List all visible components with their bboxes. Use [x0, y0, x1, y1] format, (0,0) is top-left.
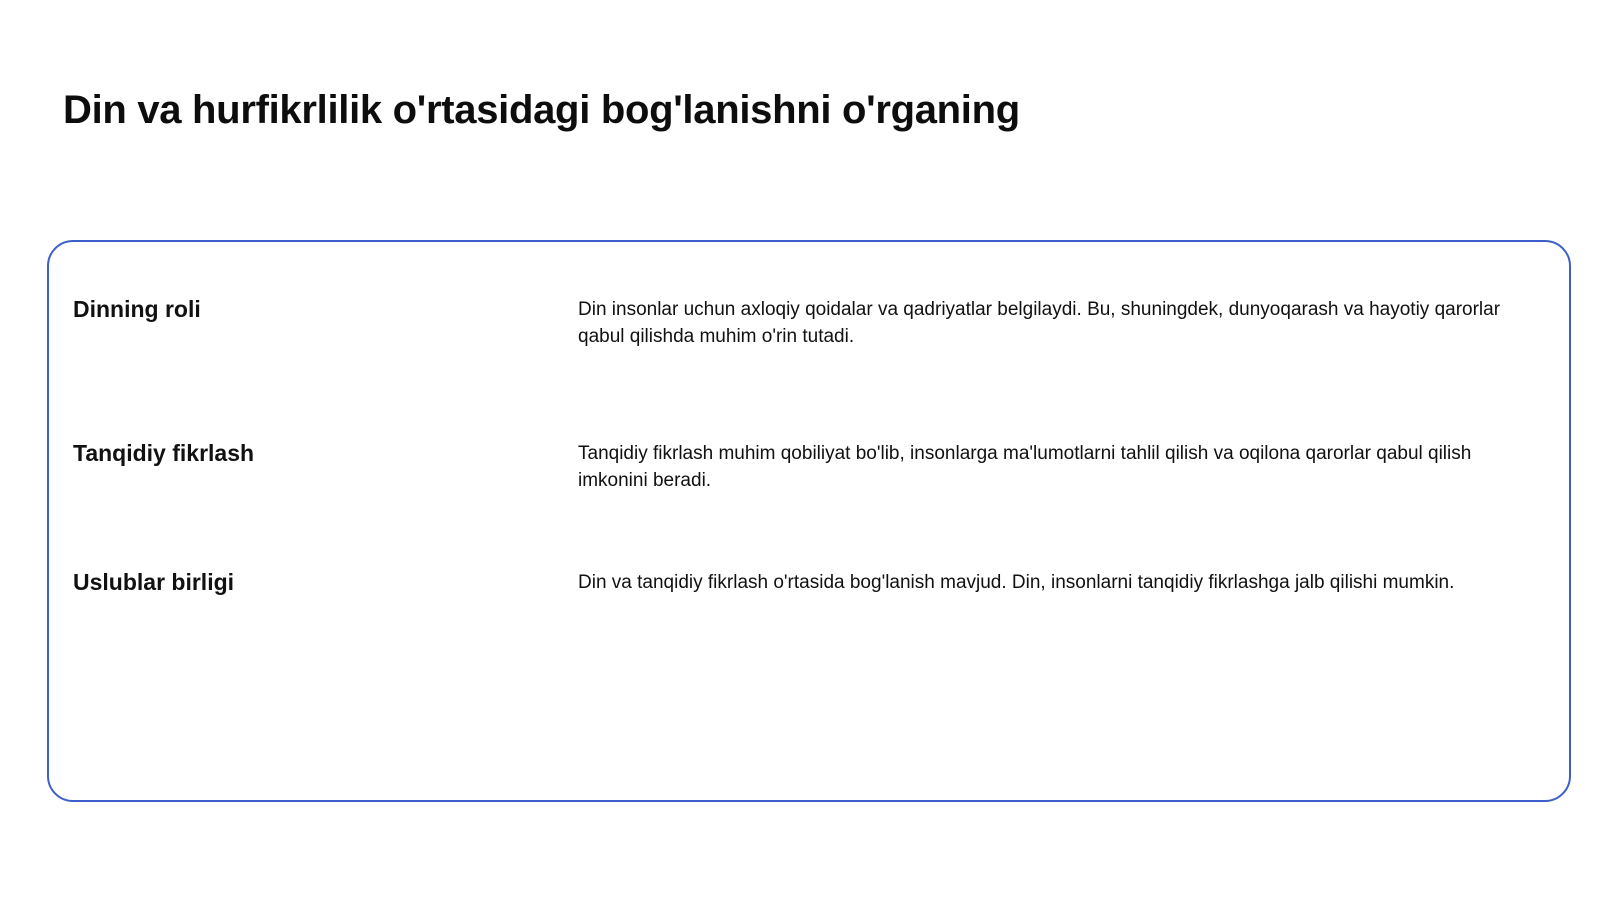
row-term: Dinning roli — [73, 296, 201, 322]
row-description: Din va tanqidiy fikrlash o'rtasida bog'lanish mavjud. Din, insonlarni tanqidiy fikrlashga jalb qilishi mumkin. — [578, 572, 1455, 593]
row-description: Din insonlar uchun axloqiy qoidalar va qadriyatlar belgilaydi. Bu, shuningdek, dunyoqarash va hayotiy qarorlar qabul qilishda muhim o'rin tutadi. — [578, 299, 1501, 347]
row-description: Tanqidiy fikrlash muhim qobiliyat bo'lib, insonlarga ma'lumotlarni tahlil qilish va oqilona qarorlar qabul qilish imkonini beradi. — [578, 443, 1472, 491]
slide-title: Din va hurfikrlilik o'rtasidagi bog'lanishni o'rganing — [63, 88, 1020, 132]
row-term: Tanqidiy fikrlash — [73, 440, 255, 466]
content-table — [47, 240, 1571, 802]
row-term: Uslublar birligi — [73, 569, 235, 595]
